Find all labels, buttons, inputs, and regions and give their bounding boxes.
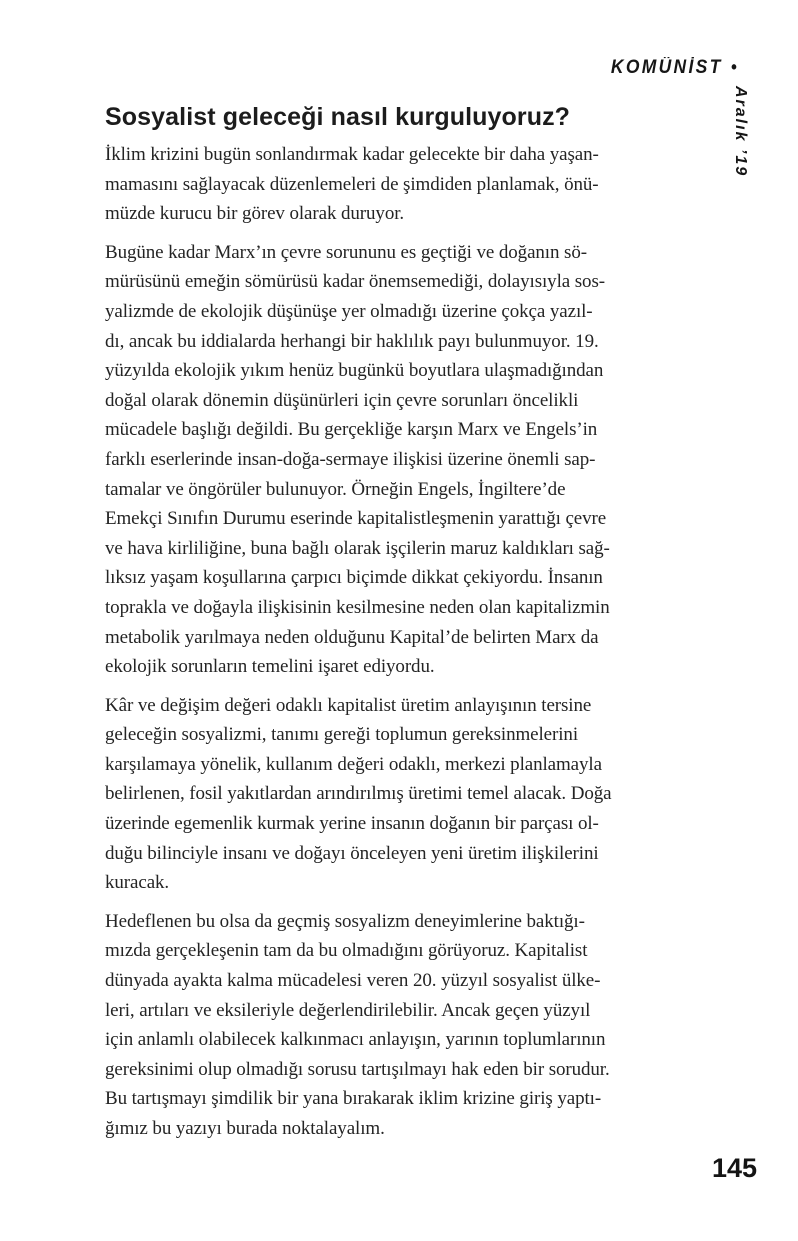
paragraph-4 xyxy=(105,907,692,1144)
text-line: duğu bilinciyle insanı ve doğayı önceleyen yeni üretim ilişkilerini xyxy=(105,842,599,864)
text-line: Bugüne kadar Marx’ın çevre sorununu es geçtiği ve doğanın sö- xyxy=(105,241,587,263)
text-line: ğımız bu yazıyı burada noktalayalım. xyxy=(105,1118,385,1139)
paragraph-2 xyxy=(105,238,692,682)
text-line: üzerinde egemenlik kurmak yerine insanın doğanın bir parçası ol- xyxy=(105,813,599,835)
text-line: lıksız yaşam koşullarına çarpıcı biçimde dikkat çekiyordu. İnsanın xyxy=(105,567,603,589)
page-number: 145 xyxy=(711,1153,757,1183)
text-line: metabolik yarılmaya neden olduğunu Kapital’de belirten Marx da xyxy=(105,626,599,648)
text-line: yalizmde de ekolojik düşünüşe yer olmadığı üzerine çokça yazıl- xyxy=(105,300,593,322)
text-line: leri, artıları ve eksileriyle değerlendirilebilir. Ancak geçen yüzyıl xyxy=(105,999,591,1021)
paragraph-3 xyxy=(105,691,692,898)
text-line: mücadele başlığı değildi. Bu gerçekliğe karşın Marx ve Engels’in xyxy=(105,419,598,441)
text-line: Hedeflenen bu olsa da geçmiş sosyalizm deneyimlerine baktığı- xyxy=(105,910,585,932)
text-line: karşılamaya yönelik, kullanım değeri odaklı, merkezi planlamayla xyxy=(105,753,602,775)
text-line: müzde kurucu bir görev olarak duruyor. xyxy=(105,203,405,225)
text-line: dünyada ayakta kalma mücadelesi veren 20. yüzyıl sosyalist ülke- xyxy=(105,970,601,992)
text-line: dı, ancak bu iddialarda herhangi bir haklılık payı bulunmuyor. 19. xyxy=(105,330,599,352)
text-line: Emekçi Sınıfın Durumu eserinde kapitalistleşmenin yarattığı çevre xyxy=(105,508,607,530)
paragraph-1 xyxy=(105,140,692,229)
bullet-icon: • xyxy=(731,57,737,77)
text-line: mamasını sağlayacak düzenlemeleri de şimdiden planlamak, önü- xyxy=(105,173,599,195)
text-line: yüzyılda ekolojik yıkım henüz bugünkü boyutlara ulaşmadığından xyxy=(105,360,604,382)
text-line: ekolojik sorunların temelini işaret ediyordu. xyxy=(105,656,435,678)
masthead xyxy=(611,57,737,79)
text-line: toprakla ve doğayla ilişkisinin kesilmesine neden olan kapitalizmin xyxy=(105,596,610,618)
text-line: tamalar ve öngörüler bulunuyor. Örneğin Engels, İngiltere’de xyxy=(105,478,566,500)
text-line: kuracak. xyxy=(105,872,170,894)
text-line: Kâr ve değişim değeri odaklı kapitalist üretim anlayışının tersine xyxy=(105,694,592,716)
article-body xyxy=(105,100,692,1153)
text-line: İklim krizini bugün sonlandırmak kadar gelecekte bir daha yaşan- xyxy=(105,144,599,165)
text-line: ve hava kirliliğine, buna bağlı olarak işçilerin maruz kaldıkları sağ- xyxy=(105,537,610,559)
text-line: Bu tartışmayı şimdilik bir yana bırakarak iklim krizine giriş yaptı- xyxy=(105,1088,602,1110)
text-line: mürüsünü emeğin sömürüsü kadar önemsemediği, dolayısıyla sos- xyxy=(105,271,605,293)
text-line: farklı eserlerinde insan-doğa-sermaye ilişkisi üzerine önemli sap- xyxy=(105,448,596,470)
text-line: için anlamlı olabilecek kalkınmacı anlayışın, yarının toplumlarının xyxy=(105,1029,606,1051)
text-line: gereksinimi olup olmadığı sorusu tartışılmayı hak eden bir sorudur. xyxy=(105,1058,610,1080)
text-line: belirlenen, fosil yakıtlardan arındırılmış üretimi temel alacak. Doğa xyxy=(105,783,612,805)
journal-title: KOMÜNİST xyxy=(611,57,723,78)
text-line: mızda gerçekleşenin tam da bu olmadığını görüyoruz. Kapitalist xyxy=(105,940,588,962)
text-line: doğal olarak dönemin düşünürleri için çevre sorunları öncelikli xyxy=(105,389,579,411)
article-title: Sosyalist geleceği nasıl kurguluyoruz? xyxy=(105,103,571,131)
text-line: geleceğin sosyalizmi, tanımı gereği toplumun gereksinmelerini xyxy=(105,724,578,746)
issue-date-vertical: Aralık ’19 xyxy=(732,86,749,178)
